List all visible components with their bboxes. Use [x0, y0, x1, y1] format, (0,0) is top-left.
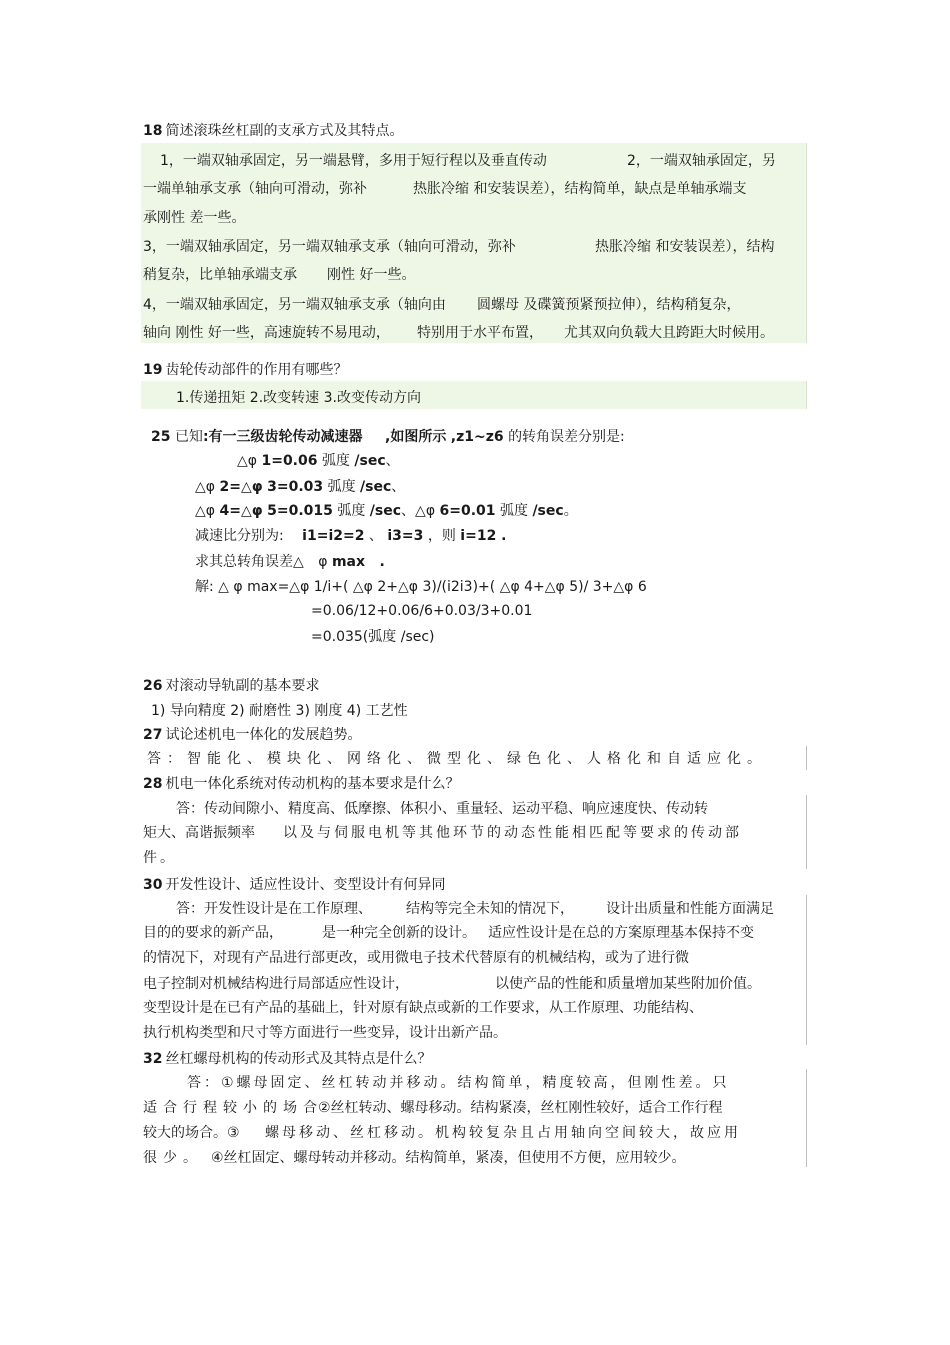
q19-heading — [143, 361, 347, 379]
q25-error-line-1 — [237, 452, 400, 470]
answer-text: 较大的场合。③ — [143, 1125, 240, 1141]
answer-text: 以及与伺服电机等其他环节的动态性能相匹配等要求的传动部 — [283, 825, 742, 841]
q25-intro — [151, 428, 625, 446]
question-number: 28 — [143, 776, 163, 792]
question-title: 简述滚珠丝杠副的支承方式及其特点。 — [165, 123, 404, 139]
intro-part: :有一三级齿轮传动减速器 — [202, 429, 363, 445]
answer-text: 轴向 刚性 好一些，高速旋转不易甩动， — [143, 325, 390, 341]
math-text: 、△φ — [401, 503, 436, 519]
math-text: /sec — [532, 503, 564, 519]
question-title: 齿轮传动部件的作用有哪些？ — [165, 362, 348, 378]
answer-text: 刚性 好一些。 — [327, 267, 416, 283]
q27-heading — [143, 726, 361, 744]
math-text: 、 — [391, 479, 406, 495]
answer-text: 设计出质量和性能方面满足 — [606, 901, 774, 917]
math-text: 。 — [563, 503, 578, 519]
math-text: 4=△φ — [219, 503, 263, 519]
q32-heading — [143, 1050, 431, 1068]
answer-text: 答：传动间隙小、精度高、低摩擦、体积小、重量轻、运动平稳、响应速度快、传动转 — [176, 801, 708, 817]
math-text: i=12 . — [460, 528, 507, 544]
math-text: 减速比分别为: — [195, 528, 284, 544]
answer-text: 稍复杂，比单轴承端支承 — [143, 267, 297, 283]
q25-solution-2: =0.06/12+0.06/6+0.03/3+0.01 — [311, 603, 533, 619]
question-number: 19 — [143, 362, 163, 378]
answer-text: 答：①螺母固定、丝杠转动并移动。结构简单，精度较高，但刚性差。只 — [187, 1075, 730, 1091]
answer-text: 是一种完全创新的设计。 — [322, 925, 476, 941]
question-title: 丝杠螺母机构的传动形式及其特点是什么？ — [165, 1051, 432, 1067]
math-text: △φ — [195, 479, 216, 495]
math-text: 弧度 — [327, 479, 356, 495]
math-text: max — [331, 554, 366, 570]
math-text: φ — [318, 554, 328, 570]
answer-text: 适应性设计是在总的方案原理基本保持不变 — [488, 925, 754, 941]
q25-solution-1: 解: △ φ max=△φ 1/i+( △φ 2+△φ 3)/(i2i3)+( △φ 4+△φ 5)/ 3+△φ 6 — [195, 579, 647, 595]
q25-error-line-3 — [195, 502, 578, 520]
math-text: 6=0.01 — [439, 503, 496, 519]
answer-text: ④丝杠固定、螺母转动并移动。结构简单，紧凑，但使用不方便，应用较少。 — [211, 1150, 686, 1166]
question-title: 开发性设计、适应性设计、变型设计有何异同 — [165, 877, 446, 893]
math-text: /sec — [369, 503, 402, 519]
question-number: 25 — [151, 429, 171, 445]
q30-heading — [143, 876, 445, 894]
answer-text: 3，一端双轴承固定，另一端双轴承支承（轴向可滑动，弥补 — [143, 239, 516, 255]
math-text: i3=3 — [387, 528, 424, 544]
answer-text: 答：开发性设计是在工作原理、 — [176, 901, 372, 917]
answer-text: 电子控制对机械结构进行局部适应性设计， — [143, 976, 409, 992]
math-text: . — [379, 554, 385, 570]
question-title: 试论述机电一体化的发展趋势。 — [165, 727, 362, 743]
answer-text: 执行机构类型和尺寸等方面进行一些变异，设计出新产品。 — [143, 1025, 507, 1041]
answer-text: 1) 导向精度 2) 耐磨性 3) 刚度 4) 工艺性 — [151, 703, 408, 719]
answer-text: 一端单轴承支承（轴向可滑动，弥补 — [143, 181, 367, 197]
answer-text: 承刚性 差一些。 — [143, 210, 246, 226]
question-number: 27 — [143, 727, 163, 743]
answer-text: 结构等完全未知的情况下， — [406, 901, 574, 917]
q25-ratio-line — [195, 527, 507, 545]
question-title: 机电一体化系统对传动机构的基本要求是什么？ — [165, 776, 460, 792]
question-number: 30 — [143, 877, 163, 893]
answer-text: 以使产品的性能和质量增加某些附加价值。 — [495, 976, 761, 992]
intro-part: ,如图所示 — [385, 429, 447, 445]
question-number: 32 — [143, 1051, 163, 1067]
answer-text: 热胀冷缩 和安装误差），结构简单，缺点是单轴承端支 — [413, 181, 747, 197]
answer-text: 1.传递扭矩 2.改变转速 3.改变传动方向 — [176, 390, 421, 406]
math-text: 、 — [385, 453, 400, 469]
answer-text: 目的的要求的新产品， — [143, 925, 283, 941]
math-text: 3=0.03 — [267, 479, 324, 495]
answer-text: 1，一端双轴承固定，另一端悬臂，多用于短行程以及垂直传动 — [160, 153, 547, 169]
answer-text: 4，一端双轴承固定，另一端双轴承支承（轴向由 — [143, 297, 446, 313]
q25-find-line — [195, 553, 385, 571]
math-text: 1=0.06 — [261, 453, 318, 469]
q18-heading — [143, 122, 403, 140]
math-text: 、 — [368, 528, 383, 544]
answer-text: 的情况下，对现有产品进行部更改，或用微电子技术代替原有的机械结构，或为了进行微 — [143, 950, 689, 966]
answer-text: ②丝杠转动、螺母移动。结构紧凑，丝杠刚性较好，适合工作行程 — [318, 1100, 723, 1116]
answer-text: 尤其双向负载大且跨距大时候用。 — [564, 325, 774, 341]
math-text: 弧度 — [499, 503, 528, 519]
answer-text: 答：智能化、模块化、网络化、微型化、绿色化、人格化和自适应化。 — [147, 751, 767, 767]
math-text: 2=△φ — [219, 479, 263, 495]
math-text: △φ — [237, 453, 258, 469]
math-text: 弧度 — [321, 453, 350, 469]
math-text: 求其总转角误差△ — [195, 554, 304, 570]
answer-text: 变型设计是在已有产品的基础上，针对原有缺点或新的工作要求，从工作原理、功能结构、 — [143, 1000, 703, 1016]
q25-error-line-2 — [195, 478, 405, 496]
math-text: /sec — [360, 479, 392, 495]
math-text: 弧度 — [337, 503, 366, 519]
answer-text: 件。 — [143, 850, 177, 866]
math-text: △φ — [195, 503, 216, 519]
question-number: 18 — [143, 123, 163, 139]
answer-text: 很少。 — [143, 1150, 203, 1166]
question-title: 对滚动导轨副的基本要求 — [165, 678, 320, 694]
answer-text: 圆螺母 及碟簧预紧预拉伸），结构稍复杂， — [477, 297, 741, 313]
answer-text: 螺母移动、丝杠移动。机构较复杂且占用轴向空间较大，故应用 — [265, 1125, 741, 1141]
question-number: 26 — [143, 678, 163, 694]
intro-part: 已知 — [174, 429, 203, 445]
q25-solution-3: =0.035(弧度 /sec) — [311, 629, 435, 645]
math-text: /sec — [354, 453, 386, 469]
answer-text: 2，一端双轴承固定，另 — [627, 153, 776, 169]
answer-text: 适合行程较小的场合 — [143, 1100, 323, 1116]
q28-heading — [143, 775, 459, 793]
math-text: ，则 — [427, 528, 456, 544]
answer-text: 热胀冷缩 和安装误差），结构 — [595, 239, 775, 255]
intro-part: ,z1~z6 — [450, 429, 504, 445]
math-text: i1=i2=2 — [302, 528, 365, 544]
answer-text: 特别用于水平布置， — [417, 325, 543, 341]
intro-part: 的转角误差分别是: — [508, 429, 625, 445]
answer-text: 矩大、高谐振频率 — [143, 825, 255, 841]
q26-heading — [143, 677, 319, 695]
math-text: 5=0.015 — [267, 503, 333, 519]
